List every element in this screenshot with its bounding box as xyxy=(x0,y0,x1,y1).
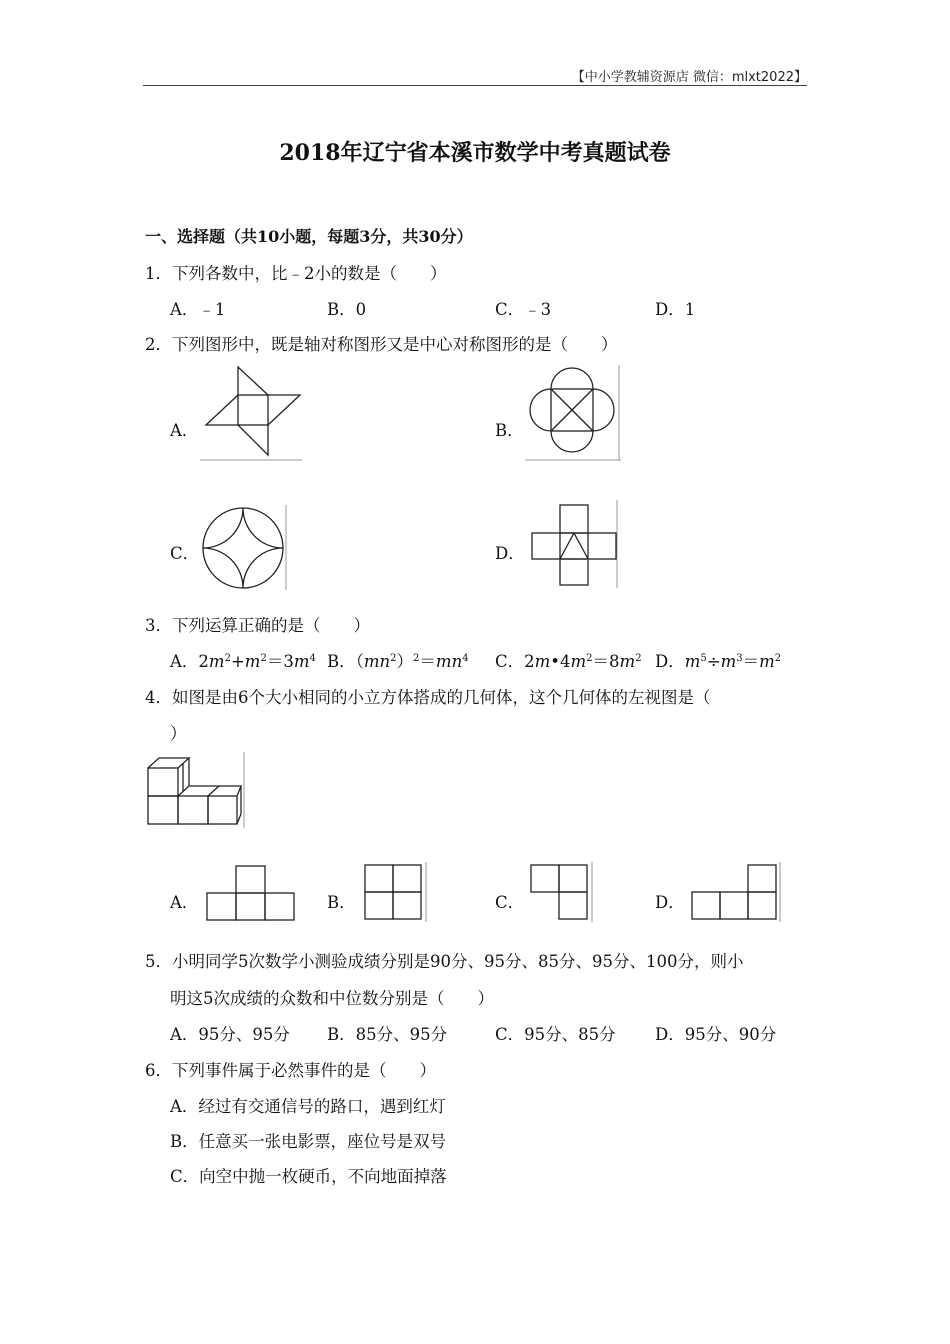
q3-stem: 3．下列运算正确的是（ ） xyxy=(145,616,370,635)
q2-label-d: D． xyxy=(495,544,525,563)
q5-option-b: B．85分、95分 xyxy=(327,1025,448,1044)
section-heading: 一、选择题（共10小题，每题3分，共30分） xyxy=(145,227,473,246)
q1-option-b: B．0 xyxy=(327,300,367,319)
q1-stem: 1．下列各数中，比﹣2小的数是（ ） xyxy=(145,264,447,283)
q5-stem-line1: 5．小明同学5次数学小测验成绩分别是90分、95分、85分、95分、100分，则小 xyxy=(145,952,744,971)
q1-option-c: C．﹣3 xyxy=(495,300,552,319)
q4-figure-c xyxy=(530,862,596,924)
q5-option-a: A．95分、95分 xyxy=(170,1025,290,1044)
q4-cube-figure xyxy=(145,752,247,830)
q4-figure-a xyxy=(206,864,296,922)
q2-figure-c xyxy=(200,505,290,591)
q3-option-c: C．$2m•4m^2=8m^2$ xyxy=(495,652,642,671)
q4-label-c: C． xyxy=(495,893,525,912)
q1-option-a: A．﹣1 xyxy=(170,300,226,319)
q6-option-b: B．任意买一张电影票，座位号是双号 xyxy=(170,1132,447,1151)
q2-figure-a xyxy=(200,365,302,462)
q4-stem-line1: 4．如图是由6个大小相同的小立方体搭成的几何体，这个几何体的左视图是（ xyxy=(145,688,711,707)
header-text: 【中小学教辅资源店 微信：mlxt2022】 xyxy=(571,70,807,85)
q3-option-a: A．$2m^2+m^2=3m^4$ xyxy=(170,652,316,671)
q5-option-d: D．95分、90分 xyxy=(655,1025,777,1044)
q5-option-c: C．95分、85分 xyxy=(495,1025,616,1044)
q3-option-d: D．$m^5\div m^3=m^2$ xyxy=(655,652,782,671)
q2-label-a: A． xyxy=(170,421,199,440)
q6-option-a: A．经过有交通信号的路口，遇到红灯 xyxy=(170,1097,446,1116)
header-divider xyxy=(143,85,807,86)
q2-stem: 2．下列图形中，既是轴对称图形又是中心对称图形的是（ ） xyxy=(145,335,618,354)
q4-label-d: D． xyxy=(655,893,685,912)
q4-label-b: B． xyxy=(327,893,356,912)
q4-stem-line2: ） xyxy=(170,724,187,743)
q6-stem: 6．下列事件属于必然事件的是（ ） xyxy=(145,1061,436,1080)
page-title: 2018年辽宁省本溪市数学中考真题试卷 xyxy=(279,140,671,166)
q4-label-a: A． xyxy=(170,893,199,912)
q4-figure-d xyxy=(690,862,784,924)
q2-figure-d xyxy=(528,500,620,590)
q2-figure-b xyxy=(525,365,621,462)
q4-figure-b xyxy=(364,862,428,924)
q1-option-d: D．1 xyxy=(655,300,696,319)
q3-option-b: B．$(mn^2)^2=mn^4$ xyxy=(327,652,469,671)
q5-stem-line2: 明这5次成绩的众数和中位数分别是（ ） xyxy=(170,989,494,1008)
q6-option-c: C．向空中抛一枚硬币，不向地面掉落 xyxy=(170,1167,447,1186)
q2-label-c: C． xyxy=(170,544,200,563)
q2-label-b: B． xyxy=(495,421,524,440)
